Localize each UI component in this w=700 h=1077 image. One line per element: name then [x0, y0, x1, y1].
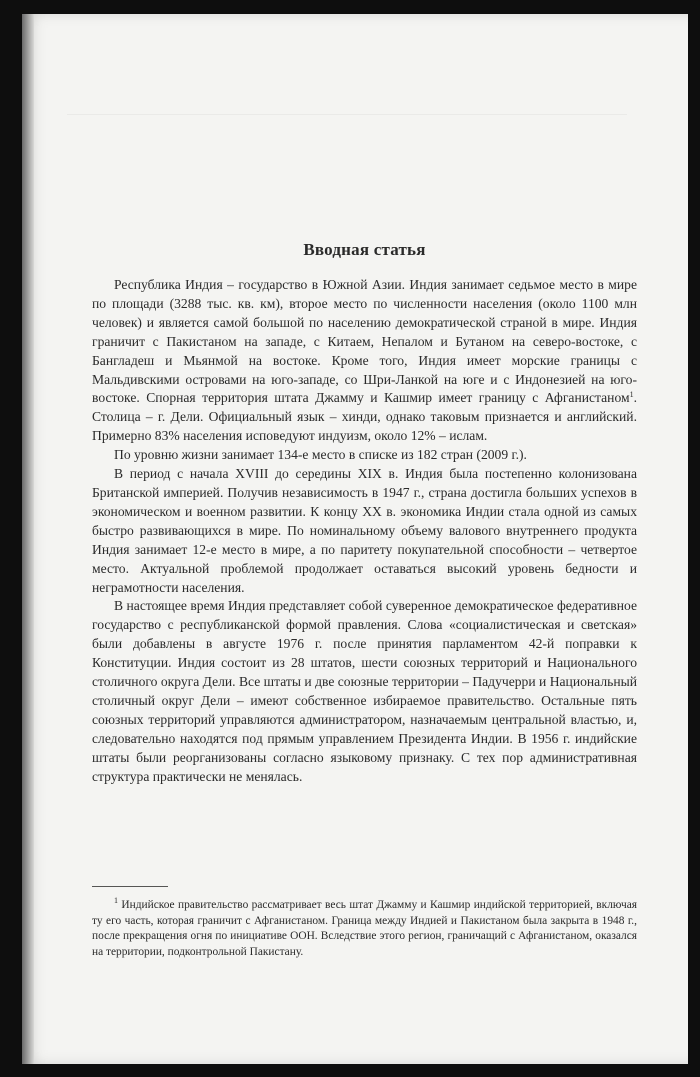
footnote-reference: 1: [629, 390, 634, 400]
book-spine-shadow: [22, 14, 34, 1064]
footnote: [92, 898, 637, 960]
footnote-paragraph: [92, 898, 637, 960]
footnote-text: Индийское правительство рассматривает весь штат Джамму и Кашмир индийской территорией, включая ту его часть, которая граничит с Афганистаном. Граница между Индией и Пакистаном была закрыта в 1948 г., после прекращения огня по инициативе ООН. Вследствие этого регион, граничащий с Афганистаном, оказался на территории, подконтрольной Пакистану.: [92, 899, 638, 958]
paragraph-3: В период с начала XVIII до середины XIX в. Индия была постепенно колонизована Британской империей. Получив независимость в 1947 г., страна достигла больших успехов в экономическом и военном развитии. К концу XX в. экономика Индии стала одной из самых быстро развивающихся в мире. По номинальному объему валового внутреннего продукта Индия занимает 12-е место в мире, а по паритету покупательной способности – четвертое место. Актуальной проблемой продолжает оставаться высокий уровень бедности и неграмотности населения.: [92, 466, 637, 595]
article-title: Вводная статья: [303, 240, 426, 259]
paragraph-2: По уровню жизни занимает 134-е место в списке из 182 стран (2009 г.).: [114, 447, 527, 463]
article-body: [92, 276, 637, 786]
paragraph-1-text: Республика Индия – государство в Южной Азии. Индия занимает седьмое место в мире по площади (3288 тыс. кв. км), второе место по численности населения (около 1100 млн человек) и является самой большой по населению демократической страной в мире. Индия граничит с Пакистаном на западе, с Китаем, Непалом и Бутаном на северо-востоке, с Бангладеш и Мьянмой на востоке. Кроме того, Индия имеет морские границы с Мальдивскими островами на юго-западе, со Шри-Ланкой на юге и с Индонезией на юго-востоке. Спорная территория штата Джамму и Кашмир имеет границу с Афганистаном: [92, 277, 637, 406]
paragraph-1-continuation: . Столица – г. Дели. Официальный язык – хинди, однако таковым признается и английский. Примерно 83% населения исповедуют индуизм, около 12% – ислам.: [92, 390, 637, 444]
footnote-divider: [92, 886, 168, 887]
paragraph-4: В настоящее время Индия представляет собой суверенное демократическое федеративное государство с республиканской формой правления. Слова «социалистическая и светская» были добавлены в августе 1976 г. после принятия парламентом 42-й поправки к Конституции. Индия состоит из 28 штатов, шести союзных территорий и Национального столичного округа Дели. Все штаты и две союзные территории – Падучерри и Национальный столичный округ Дели – имеют собственное избираемое правительство. Остальные пять союзных территорий управляются администратором, назначаемым центральной властью, и, следовательно находятся под прямым управлением Президента Индии. В 1956 г. индийские штаты были реорганизованы согласно языковому признаку. С тех пор административная структура практически не менялась.: [92, 598, 637, 784]
footnote-marker: 1: [114, 896, 118, 905]
paragraph-1: [92, 276, 637, 446]
bleed-through-header: [67, 92, 627, 115]
book-page: [22, 14, 688, 1064]
